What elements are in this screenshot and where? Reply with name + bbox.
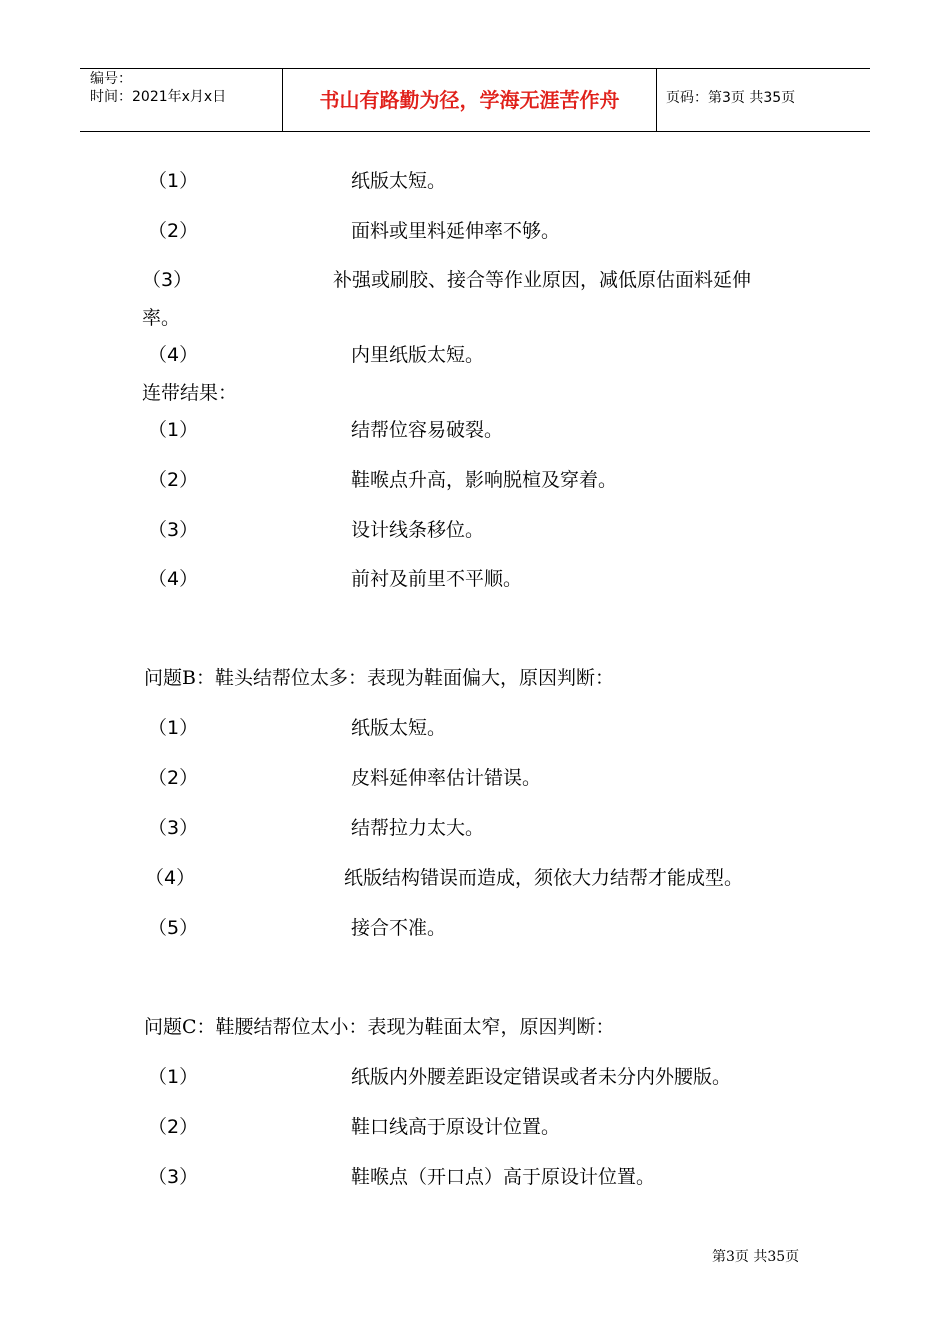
list-item-number: （1） — [148, 1066, 199, 1088]
list-item-text: 纸版结构错误而造成，须依大力结帮才能成型。 — [344, 867, 744, 889]
list-item-number: （3） — [148, 817, 199, 839]
list-item-text: 结帮位容易破裂。 — [351, 419, 504, 441]
list-item-text: 接合不准。 — [351, 917, 447, 939]
list-item-number: （2） — [148, 469, 199, 491]
list-item-number: （4） — [148, 568, 199, 590]
list-item-text: 补强或刷胶、接合等作业原因，减低原估面料延伸 — [333, 269, 752, 291]
list-item-number: （4） — [145, 867, 196, 889]
list-item-text: 设计线条移位。 — [351, 519, 485, 541]
list-item-text: 皮料延伸率估计错误。 — [351, 767, 542, 789]
list-item-text: 纸版太短。 — [351, 717, 447, 739]
list-item-continuation: 率。 — [142, 307, 181, 329]
document-date-label: 时间：2021年x月x日 — [90, 89, 227, 105]
footer-page-number: 第3页 共35页 — [712, 1249, 800, 1265]
list-item-text: 纸版内外腰差距设定错误或者未分内外腰版。 — [351, 1066, 732, 1088]
list-item-number: （2） — [148, 1116, 199, 1138]
problem-c-heading: 问题C：鞋腰结帮位太小：表现为鞋面太窄，原因判断： — [144, 1016, 615, 1038]
list-item-number: （2） — [148, 767, 199, 789]
list-item-text: 内里纸版太短。 — [351, 344, 485, 366]
header-motto-cell — [282, 69, 657, 131]
section-heading-consequences: 连带结果： — [142, 382, 238, 404]
document-number-label: 编号： — [90, 71, 132, 87]
problem-b-heading: 问题B：鞋头结帮位太多：表现为鞋面偏大，原因判断： — [144, 667, 614, 689]
list-item-number: （1） — [148, 170, 199, 192]
list-item-text: 鞋口线高于原设计位置。 — [351, 1116, 561, 1138]
header-info-cell — [80, 69, 282, 131]
list-item-text: 纸版太短。 — [351, 170, 447, 192]
page-header — [80, 68, 870, 132]
list-item-number: （4） — [148, 344, 199, 366]
list-item-text: 面料或里料延伸率不够。 — [351, 220, 561, 242]
list-item-text: 前衬及前里不平顺。 — [351, 568, 523, 590]
list-item-number: （3） — [148, 519, 199, 541]
list-item-text: 结帮拉力太大。 — [351, 817, 485, 839]
list-item-number: （3） — [148, 1166, 199, 1188]
list-item-number: （1） — [148, 419, 199, 441]
list-item-number: （3） — [142, 269, 193, 291]
list-item-number: （5） — [148, 917, 199, 939]
list-item-number: （2） — [148, 220, 199, 242]
list-item-text: 鞋喉点升高，影响脱楦及穿着。 — [351, 469, 618, 491]
header-page-cell — [656, 69, 870, 131]
list-item-text: 鞋喉点（开口点）高于原设计位置。 — [351, 1166, 656, 1188]
header-motto: 书山有路勤为径，学海无涯苦作舟 — [319, 88, 620, 112]
list-item-number: （1） — [148, 717, 199, 739]
header-page-number: 页码：第3页 共35页 — [666, 90, 796, 106]
